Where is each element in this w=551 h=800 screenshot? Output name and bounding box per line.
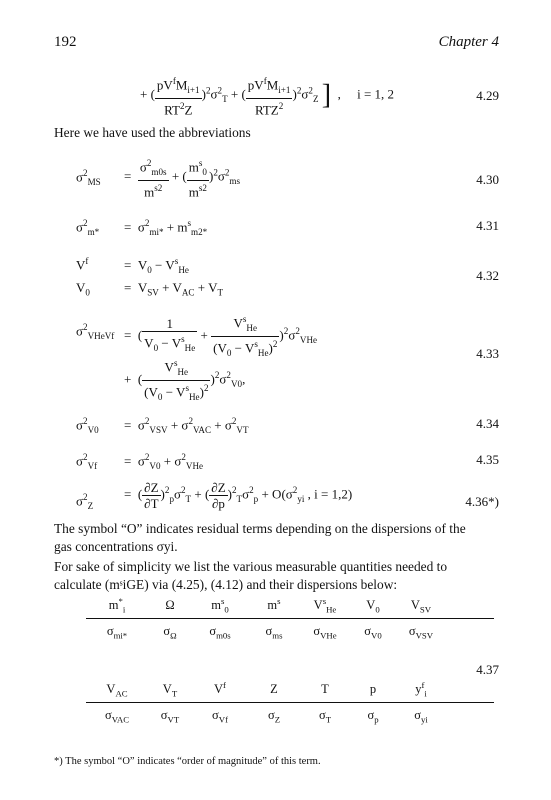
paragraph-line-2: gas concentrations σyi. — [54, 539, 178, 554]
lhs-4-31: $\sigma^2_{m*}$ — [76, 218, 100, 237]
quantities-row-2: $V_{AC}$ $V_T$ $V^f$ Z T p $y^f_i$ — [106, 680, 427, 699]
lhs-4-30: $\sigma^2_{MS}$ — [76, 168, 101, 187]
page-number: 192 — [54, 34, 77, 50]
rhs-4-36: = ( $\frac{\partial Z}{\partial T}$ )$^2_p\sigma^2_T$ + ( $\frac{\partial Z}{\partial p}$ )$^2_T\sigma^2_p + O(\sigma^2_{yi}$ , i = 1,2) — [124, 480, 353, 511]
rhs-4-31: = $\sigma^2_{mi*} + m^s_{m2*}$ — [124, 218, 208, 237]
equation-number-4-34: 4.34 — [476, 416, 499, 431]
lhs-4-33: $\sigma^2_{VHeVf}$ — [76, 322, 115, 341]
dispersions-row-1: $\sigma_{mi*}$ $\sigma_\Omega$ $\sigma_{m0s}$ $\sigma_{ms}$ $\sigma_{VHe}$ $\sigma_{V0}$ $\sigma_{VSV}$ — [106, 624, 434, 641]
equation-number-4-35: 4.35 — [476, 452, 499, 467]
equation-number-4-31: 4.31 — [476, 218, 499, 233]
lhs-4-34: $\sigma^2_{V0}$ — [76, 416, 99, 435]
paragraph-line-1: The symbol “O” indicates residual terms depending on the dispersions of the — [54, 521, 466, 536]
table-rule-1 — [86, 618, 494, 619]
dispersions-row-2: $\sigma_{VAC}$ $\sigma_{VT}$ $\sigma_{Vf}$ $\sigma_Z$ $\sigma_T$ $\sigma_p$ $\sigma_{yi}$ — [104, 708, 428, 725]
lhs-4-32b: $V_0$ — [76, 280, 90, 298]
footnote: *) The symbol “O” indicates “order of magnitude” of this term. — [54, 756, 321, 767]
rhs-4-34: = $\sigma^2_{VSV} + \sigma^2_{VAC} + \sigma^2_{VT}$ — [124, 416, 249, 435]
abbreviations-intro: Here we have used the abbreviations — [54, 125, 251, 140]
rhs-4-32b: = $V_{SV} + V_{AC} + V_T$ — [124, 280, 224, 298]
equation-number-4-29: 4.29 — [476, 88, 499, 103]
paragraph-line-3: For sake of simplicity we list the various measurable quantities needed to — [54, 559, 448, 574]
lhs-4-32a: $V^f$ — [76, 256, 89, 273]
chapter-title: Chapter 4 — [438, 34, 499, 50]
quantities-row-1: $m^*_i$ Ω $m^s_0$ $m^s$ $V^s_{He}$ $V_0$ $V_{SV}$ — [108, 596, 432, 615]
paragraph-line-4: calculate (mˢiGE) via (4.25), (4.12) and their dispersions below: — [54, 577, 398, 592]
lhs-4-36: $\sigma^2_Z$ — [76, 492, 94, 511]
rhs-4-33a: = ( $\frac{1}{V_0 - V^s_{He}}$ + $\frac{V^s_{He}}{(V_0 - V^s_{He})^2}$ )$^2\sigma^2_{VHe}$ — [124, 314, 318, 358]
equation-number-4-32: 4.32 — [476, 268, 499, 283]
rhs-4-30: = $\frac{\sigma^2_{m0s}}{m^{s2}}$ + ( $\frac{m^s_0}{m^{s2}}$ )$^2\sigma^2_{ms}$ — [124, 158, 241, 200]
equation-number-4-36: 4.36*) — [465, 494, 499, 509]
equation-4-29: + ( $\frac{pV^fM_{i+1}}{RT^2Z}$ )$^2\sigma^2_T$ + ( $\frac{pV^fM_{i+1}}{RTZ^2}$ )$^2\sigma^2_Z$ ] , i = 1, 2 — [140, 76, 395, 118]
equation-number-4-33: 4.33 — [476, 346, 499, 361]
table-rule-2 — [86, 702, 494, 703]
equation-number-4-30: 4.30 — [476, 172, 499, 187]
rhs-4-33b: + ( $\frac{V^s_{He}}{(V_0 - V^s_{He})^2}$ )$^2\sigma^2_{V0}$, — [124, 358, 246, 402]
rhs-4-35: = $\sigma^2_{V0} + \sigma^2_{VHe}$ — [124, 452, 204, 471]
lhs-4-35: $\sigma^2_{Vf}$ — [76, 452, 98, 471]
equation-number-4-37: 4.37 — [476, 662, 499, 677]
rhs-4-32a: = $V_0 - V^s_{He}$ — [124, 256, 189, 275]
